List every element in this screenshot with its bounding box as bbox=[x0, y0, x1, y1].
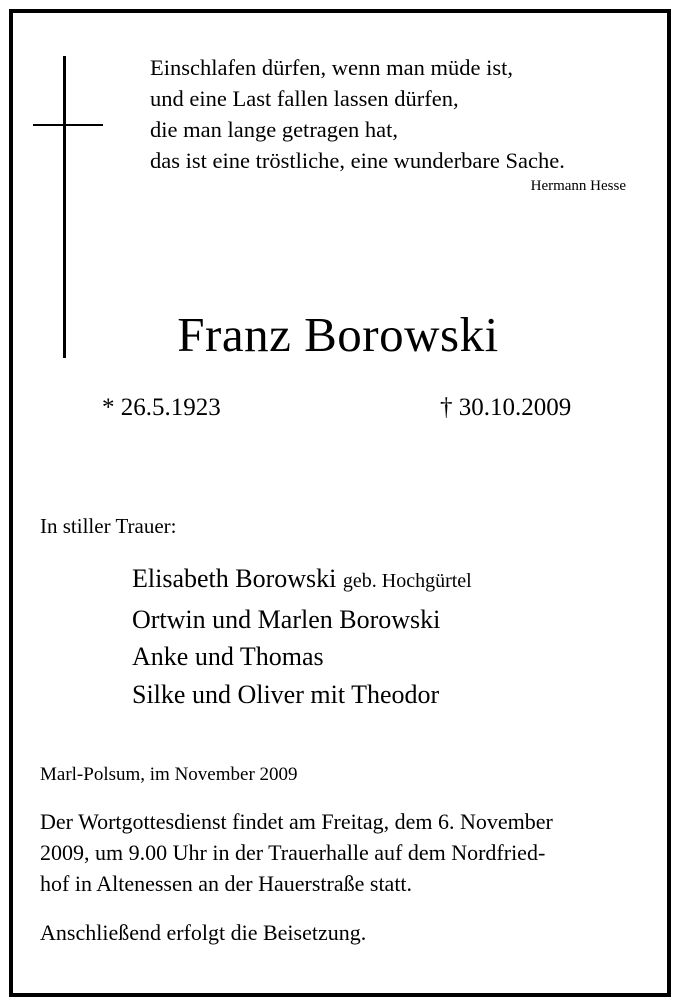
maiden-name-note: geb. Hochgürtel bbox=[342, 570, 472, 592]
service-notice bbox=[40, 806, 553, 899]
poem-line: das ist eine tröstliche, eine wunderbare Sache. bbox=[150, 148, 565, 173]
poem bbox=[150, 52, 565, 176]
service-line: 2009, um 9.00 Uhr in der Trauerhalle auf dem Nordfried- bbox=[40, 840, 546, 865]
mourner-entry: Ortwin und Marlen Borowski bbox=[132, 604, 441, 634]
mourners-heading: In stiller Trauer: bbox=[40, 514, 177, 538]
death-date: † 30.10.2009 bbox=[440, 394, 572, 421]
mourners-list bbox=[132, 560, 472, 713]
service-line: Der Wortgottesdienst findet am Freitag, dem 6. November bbox=[40, 809, 553, 834]
poem-line: und eine Last fallen lassen dürfen, bbox=[150, 86, 459, 111]
poem-author: Hermann Hesse bbox=[530, 178, 626, 194]
mourner-name: Elisabeth Borowski bbox=[132, 564, 337, 593]
mourner-entry: Silke und Oliver mit Theodor bbox=[132, 679, 440, 709]
poem-line: Einschlafen dürfen, wenn man müde ist, bbox=[150, 55, 514, 80]
service-line: hof in Altenessen an der Hauerstraße statt. bbox=[40, 871, 413, 896]
poem-line: die man lange getragen hat, bbox=[150, 117, 399, 142]
place-date: Marl-Polsum, im November 2009 bbox=[40, 764, 298, 785]
cross-icon-crossbar bbox=[33, 124, 103, 126]
mourner-entry bbox=[132, 560, 472, 601]
burial-notice: Anschließend erfolgt die Beisetzung. bbox=[40, 920, 367, 945]
mourner-entry: Anke und Thomas bbox=[132, 642, 324, 671]
birth-date: * 26.5.1923 bbox=[102, 394, 221, 421]
deceased-name: Franz Borowski bbox=[177, 307, 499, 362]
